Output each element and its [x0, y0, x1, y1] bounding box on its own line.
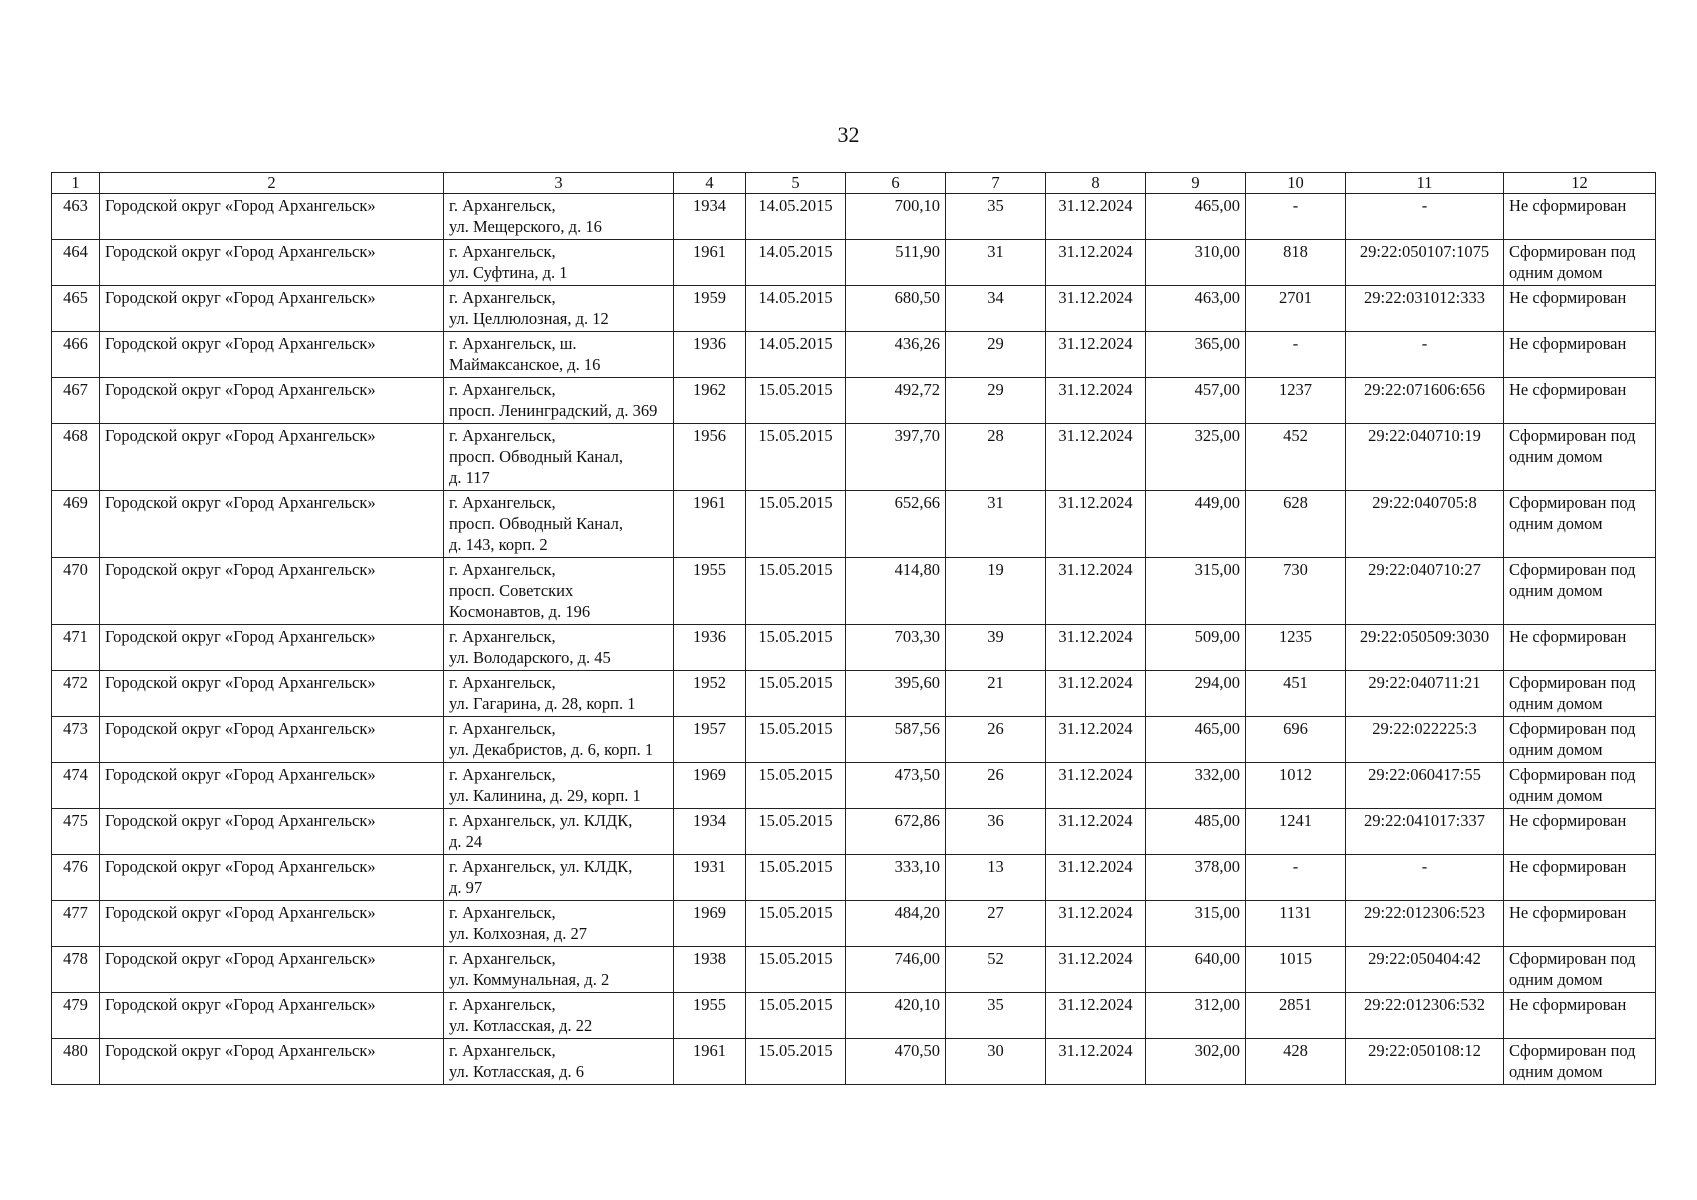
row-number: 478: [52, 947, 100, 993]
owner-cell: Городской округ «Город Архангельск»: [100, 491, 444, 558]
land-area-cell: 2701: [1246, 286, 1346, 332]
owner-cell: Городской округ «Город Архангельск»: [100, 332, 444, 378]
cadastral-number-cell: 29:22:071606:656: [1346, 378, 1504, 424]
status-cell: Сформирован под одним домом: [1504, 240, 1656, 286]
deadline-cell: 31.12.2024: [1046, 763, 1146, 809]
status-cell: Сформирован под одним домом: [1504, 491, 1656, 558]
residents-cell: 26: [946, 717, 1046, 763]
residents-cell: 28: [946, 424, 1046, 491]
owner-cell: Городской округ «Город Архангельск»: [100, 286, 444, 332]
deadline-cell: 31.12.2024: [1046, 332, 1146, 378]
status-cell: Сформирован под одним домом: [1504, 1039, 1656, 1085]
cadastral-number-cell: 29:22:040710:19: [1346, 424, 1504, 491]
row-number: 479: [52, 993, 100, 1039]
cadastral-number-cell: 29:22:040705:8: [1346, 491, 1504, 558]
residents-cell: 19: [946, 558, 1046, 625]
residents-cell: 29: [946, 378, 1046, 424]
status-cell: Не сформирован: [1504, 378, 1656, 424]
cadastral-number-cell: 29:22:041017:337: [1346, 809, 1504, 855]
owner-cell: Городской округ «Город Архангельск»: [100, 855, 444, 901]
date-cell: 15.05.2015: [746, 424, 846, 491]
living-area-cell: 315,00: [1146, 558, 1246, 625]
residents-cell: 27: [946, 901, 1046, 947]
area-cell: 470,50: [846, 1039, 946, 1085]
residents-cell: 30: [946, 1039, 1046, 1085]
table-row: [52, 1039, 1656, 1085]
cadastral-number-cell: 29:22:060417:55: [1346, 763, 1504, 809]
column-header: 12: [1504, 173, 1656, 194]
date-cell: 15.05.2015: [746, 763, 846, 809]
year-cell: 1961: [674, 1039, 746, 1085]
date-cell: 15.05.2015: [746, 717, 846, 763]
land-area-cell: 2851: [1246, 993, 1346, 1039]
deadline-cell: 31.12.2024: [1046, 625, 1146, 671]
housing-registry-table: [51, 172, 1656, 1085]
year-cell: 1934: [674, 809, 746, 855]
year-cell: 1931: [674, 855, 746, 901]
living-area-cell: 312,00: [1146, 993, 1246, 1039]
column-header: 10: [1246, 173, 1346, 194]
row-number: 470: [52, 558, 100, 625]
living-area-cell: 325,00: [1146, 424, 1246, 491]
year-cell: 1961: [674, 491, 746, 558]
deadline-cell: 31.12.2024: [1046, 1039, 1146, 1085]
table-row: [52, 194, 1656, 240]
land-area-cell: 452: [1246, 424, 1346, 491]
table-row: [52, 901, 1656, 947]
area-cell: 672,86: [846, 809, 946, 855]
deadline-cell: 31.12.2024: [1046, 240, 1146, 286]
table-row: [52, 671, 1656, 717]
area-cell: 484,20: [846, 901, 946, 947]
table-row: [52, 993, 1656, 1039]
deadline-cell: 31.12.2024: [1046, 558, 1146, 625]
date-cell: 15.05.2015: [746, 855, 846, 901]
area-cell: 511,90: [846, 240, 946, 286]
area-cell: 473,50: [846, 763, 946, 809]
residents-cell: 39: [946, 625, 1046, 671]
deadline-cell: 31.12.2024: [1046, 424, 1146, 491]
date-cell: 15.05.2015: [746, 809, 846, 855]
owner-cell: Городской округ «Город Архангельск»: [100, 1039, 444, 1085]
land-area-cell: -: [1246, 332, 1346, 378]
cadastral-number-cell: 29:22:040710:27: [1346, 558, 1504, 625]
year-cell: 1955: [674, 993, 746, 1039]
table-row: [52, 558, 1656, 625]
area-cell: 703,30: [846, 625, 946, 671]
area-cell: 587,56: [846, 717, 946, 763]
land-area-cell: -: [1246, 194, 1346, 240]
date-cell: 14.05.2015: [746, 332, 846, 378]
owner-cell: Городской округ «Город Архангельск»: [100, 809, 444, 855]
date-cell: 15.05.2015: [746, 993, 846, 1039]
column-header: 1: [52, 173, 100, 194]
column-header: 4: [674, 173, 746, 194]
area-cell: 492,72: [846, 378, 946, 424]
living-area-cell: 378,00: [1146, 855, 1246, 901]
cadastral-number-cell: 29:22:050108:12: [1346, 1039, 1504, 1085]
table-row: [52, 240, 1656, 286]
deadline-cell: 31.12.2024: [1046, 947, 1146, 993]
status-cell: Сформирован под одним домом: [1504, 558, 1656, 625]
row-number: 463: [52, 194, 100, 240]
residents-cell: 31: [946, 240, 1046, 286]
living-area-cell: 465,00: [1146, 717, 1246, 763]
table-row: [52, 947, 1656, 993]
deadline-cell: 31.12.2024: [1046, 717, 1146, 763]
deadline-cell: 31.12.2024: [1046, 809, 1146, 855]
table-row: [52, 625, 1656, 671]
column-header: 2: [100, 173, 444, 194]
row-number: 475: [52, 809, 100, 855]
owner-cell: Городской округ «Город Архангельск»: [100, 625, 444, 671]
owner-cell: Городской округ «Город Архангельск»: [100, 558, 444, 625]
deadline-cell: 31.12.2024: [1046, 671, 1146, 717]
table-row: [52, 855, 1656, 901]
land-area-cell: 1012: [1246, 763, 1346, 809]
date-cell: 14.05.2015: [746, 194, 846, 240]
status-cell: Сформирован под одним домом: [1504, 717, 1656, 763]
date-cell: 15.05.2015: [746, 625, 846, 671]
address-cell: г. Архангельск, ул. Коммунальная, д. 2: [444, 947, 674, 993]
deadline-cell: 31.12.2024: [1046, 901, 1146, 947]
column-header: 8: [1046, 173, 1146, 194]
address-cell: г. Архангельск, ул. Суфтина, д. 1: [444, 240, 674, 286]
status-cell: Не сформирован: [1504, 809, 1656, 855]
living-area-cell: 465,00: [1146, 194, 1246, 240]
year-cell: 1936: [674, 332, 746, 378]
residents-cell: 29: [946, 332, 1046, 378]
year-cell: 1938: [674, 947, 746, 993]
year-cell: 1934: [674, 194, 746, 240]
status-cell: Не сформирован: [1504, 194, 1656, 240]
row-number: 464: [52, 240, 100, 286]
deadline-cell: 31.12.2024: [1046, 194, 1146, 240]
living-area-cell: 302,00: [1146, 1039, 1246, 1085]
year-cell: 1961: [674, 240, 746, 286]
row-number: 480: [52, 1039, 100, 1085]
address-cell: г. Архангельск, просп. Обводный Канал, д. 117: [444, 424, 674, 491]
land-area-cell: -: [1246, 855, 1346, 901]
living-area-cell: 485,00: [1146, 809, 1246, 855]
year-cell: 1969: [674, 901, 746, 947]
owner-cell: Городской округ «Город Архангельск»: [100, 717, 444, 763]
date-cell: 15.05.2015: [746, 1039, 846, 1085]
address-cell: г. Архангельск, ул. Колхозная, д. 27: [444, 901, 674, 947]
year-cell: 1957: [674, 717, 746, 763]
column-header: 6: [846, 173, 946, 194]
residents-cell: 13: [946, 855, 1046, 901]
cadastral-number-cell: 29:22:050509:3030: [1346, 625, 1504, 671]
deadline-cell: 31.12.2024: [1046, 993, 1146, 1039]
year-cell: 1962: [674, 378, 746, 424]
living-area-cell: 294,00: [1146, 671, 1246, 717]
deadline-cell: 31.12.2024: [1046, 491, 1146, 558]
row-number: 477: [52, 901, 100, 947]
date-cell: 14.05.2015: [746, 286, 846, 332]
row-number: 474: [52, 763, 100, 809]
owner-cell: Городской округ «Город Архангельск»: [100, 993, 444, 1039]
table-row: [52, 809, 1656, 855]
status-cell: Не сформирован: [1504, 993, 1656, 1039]
cadastral-number-cell: 29:22:040711:21: [1346, 671, 1504, 717]
area-cell: 436,26: [846, 332, 946, 378]
cadastral-number-cell: 29:22:050404:42: [1346, 947, 1504, 993]
cadastral-number-cell: 29:22:031012:333: [1346, 286, 1504, 332]
status-cell: Сформирован под одним домом: [1504, 947, 1656, 993]
living-area-cell: 457,00: [1146, 378, 1246, 424]
address-cell: г. Архангельск, ул. Калинина, д. 29, корп. 1: [444, 763, 674, 809]
column-header: 7: [946, 173, 1046, 194]
date-cell: 15.05.2015: [746, 378, 846, 424]
area-cell: 333,10: [846, 855, 946, 901]
address-cell: г. Архангельск, ул. Мещерского, д. 16: [444, 194, 674, 240]
table-row: [52, 717, 1656, 763]
owner-cell: Городской округ «Город Архангельск»: [100, 378, 444, 424]
area-cell: 746,00: [846, 947, 946, 993]
deadline-cell: 31.12.2024: [1046, 286, 1146, 332]
cadastral-number-cell: -: [1346, 855, 1504, 901]
status-cell: Не сформирован: [1504, 286, 1656, 332]
date-cell: 14.05.2015: [746, 240, 846, 286]
owner-cell: Городской округ «Город Архангельск»: [100, 947, 444, 993]
cadastral-number-cell: 29:22:012306:523: [1346, 901, 1504, 947]
year-cell: 1952: [674, 671, 746, 717]
address-cell: г. Архангельск, ул. Декабристов, д. 6, корп. 1: [444, 717, 674, 763]
deadline-cell: 31.12.2024: [1046, 378, 1146, 424]
row-number: 466: [52, 332, 100, 378]
date-cell: 15.05.2015: [746, 671, 846, 717]
cadastral-number-cell: 29:22:050107:1075: [1346, 240, 1504, 286]
residents-cell: 36: [946, 809, 1046, 855]
table-row: [52, 286, 1656, 332]
column-header: 3: [444, 173, 674, 194]
address-cell: г. Архангельск, просп. Обводный Канал, д. 143, корп. 2: [444, 491, 674, 558]
date-cell: 15.05.2015: [746, 947, 846, 993]
address-cell: г. Архангельск, ул. Володарского, д. 45: [444, 625, 674, 671]
status-cell: Не сформирован: [1504, 901, 1656, 947]
area-cell: 397,70: [846, 424, 946, 491]
status-cell: Сформирован под одним домом: [1504, 671, 1656, 717]
row-number: 473: [52, 717, 100, 763]
year-cell: 1955: [674, 558, 746, 625]
area-cell: 680,50: [846, 286, 946, 332]
living-area-cell: 365,00: [1146, 332, 1246, 378]
page-number: 32: [837, 122, 860, 147]
living-area-cell: 463,00: [1146, 286, 1246, 332]
status-cell: Сформирован под одним домом: [1504, 424, 1656, 491]
residents-cell: 34: [946, 286, 1046, 332]
year-cell: 1969: [674, 763, 746, 809]
land-area-cell: 628: [1246, 491, 1346, 558]
status-cell: Не сформирован: [1504, 332, 1656, 378]
land-area-cell: 1237: [1246, 378, 1346, 424]
row-number: 467: [52, 378, 100, 424]
owner-cell: Городской округ «Город Архангельск»: [100, 194, 444, 240]
land-area-cell: 1131: [1246, 901, 1346, 947]
land-area-cell: 696: [1246, 717, 1346, 763]
living-area-cell: 310,00: [1146, 240, 1246, 286]
row-number: 469: [52, 491, 100, 558]
address-cell: г. Архангельск, ш. Маймаксанское, д. 16: [444, 332, 674, 378]
row-number: 468: [52, 424, 100, 491]
area-cell: 700,10: [846, 194, 946, 240]
living-area-cell: 332,00: [1146, 763, 1246, 809]
table-row: [52, 378, 1656, 424]
living-area-cell: 449,00: [1146, 491, 1246, 558]
column-header: 9: [1146, 173, 1246, 194]
address-cell: г. Архангельск, ул. КЛДК, д. 24: [444, 809, 674, 855]
year-cell: 1959: [674, 286, 746, 332]
living-area-cell: 640,00: [1146, 947, 1246, 993]
residents-cell: 52: [946, 947, 1046, 993]
residents-cell: 26: [946, 763, 1046, 809]
land-area-cell: 428: [1246, 1039, 1346, 1085]
address-cell: г. Архангельск, ул. Котласская, д. 22: [444, 993, 674, 1039]
table-row: [52, 763, 1656, 809]
table-row: [52, 424, 1656, 491]
cadastral-number-cell: -: [1346, 194, 1504, 240]
address-cell: г. Архангельск, ул. КЛДК, д. 97: [444, 855, 674, 901]
column-header: 5: [746, 173, 846, 194]
land-area-cell: 730: [1246, 558, 1346, 625]
area-cell: 395,60: [846, 671, 946, 717]
date-cell: 15.05.2015: [746, 491, 846, 558]
owner-cell: Городской округ «Город Архангельск»: [100, 901, 444, 947]
address-cell: г. Архангельск, просп. Ленинградский, д. 369: [444, 378, 674, 424]
owner-cell: Городской округ «Город Архангельск»: [100, 424, 444, 491]
owner-cell: Городской округ «Город Архангельск»: [100, 671, 444, 717]
area-cell: 652,66: [846, 491, 946, 558]
land-area-cell: 451: [1246, 671, 1346, 717]
table-row: [52, 491, 1656, 558]
land-area-cell: 818: [1246, 240, 1346, 286]
address-cell: г. Архангельск, ул. Котласская, д. 6: [444, 1039, 674, 1085]
cadastral-number-cell: 29:22:022225:3: [1346, 717, 1504, 763]
row-number: 476: [52, 855, 100, 901]
deadline-cell: 31.12.2024: [1046, 855, 1146, 901]
residents-cell: 21: [946, 671, 1046, 717]
land-area-cell: 1241: [1246, 809, 1346, 855]
table-row: [52, 332, 1656, 378]
living-area-cell: 315,00: [1146, 901, 1246, 947]
living-area-cell: 509,00: [1146, 625, 1246, 671]
residents-cell: 31: [946, 491, 1046, 558]
row-number: 472: [52, 671, 100, 717]
row-number: 465: [52, 286, 100, 332]
owner-cell: Городской округ «Город Архангельск»: [100, 763, 444, 809]
status-cell: Не сформирован: [1504, 625, 1656, 671]
date-cell: 15.05.2015: [746, 558, 846, 625]
year-cell: 1956: [674, 424, 746, 491]
column-header: 11: [1346, 173, 1504, 194]
status-cell: Сформирован под одним домом: [1504, 763, 1656, 809]
address-cell: г. Архангельск, просп. Советских Космонавтов, д. 196: [444, 558, 674, 625]
land-area-cell: 1015: [1246, 947, 1346, 993]
area-cell: 420,10: [846, 993, 946, 1039]
table-body: [52, 194, 1656, 1085]
address-cell: г. Архангельск, ул. Гагарина, д. 28, корп. 1: [444, 671, 674, 717]
area-cell: 414,80: [846, 558, 946, 625]
header-row: [52, 173, 1656, 194]
residents-cell: 35: [946, 993, 1046, 1039]
status-cell: Не сформирован: [1504, 855, 1656, 901]
row-number: 471: [52, 625, 100, 671]
year-cell: 1936: [674, 625, 746, 671]
land-area-cell: 1235: [1246, 625, 1346, 671]
residents-cell: 35: [946, 194, 1046, 240]
date-cell: 15.05.2015: [746, 901, 846, 947]
address-cell: г. Архангельск, ул. Целлюлозная, д. 12: [444, 286, 674, 332]
owner-cell: Городской округ «Город Архангельск»: [100, 240, 444, 286]
cadastral-number-cell: -: [1346, 332, 1504, 378]
cadastral-number-cell: 29:22:012306:532: [1346, 993, 1504, 1039]
